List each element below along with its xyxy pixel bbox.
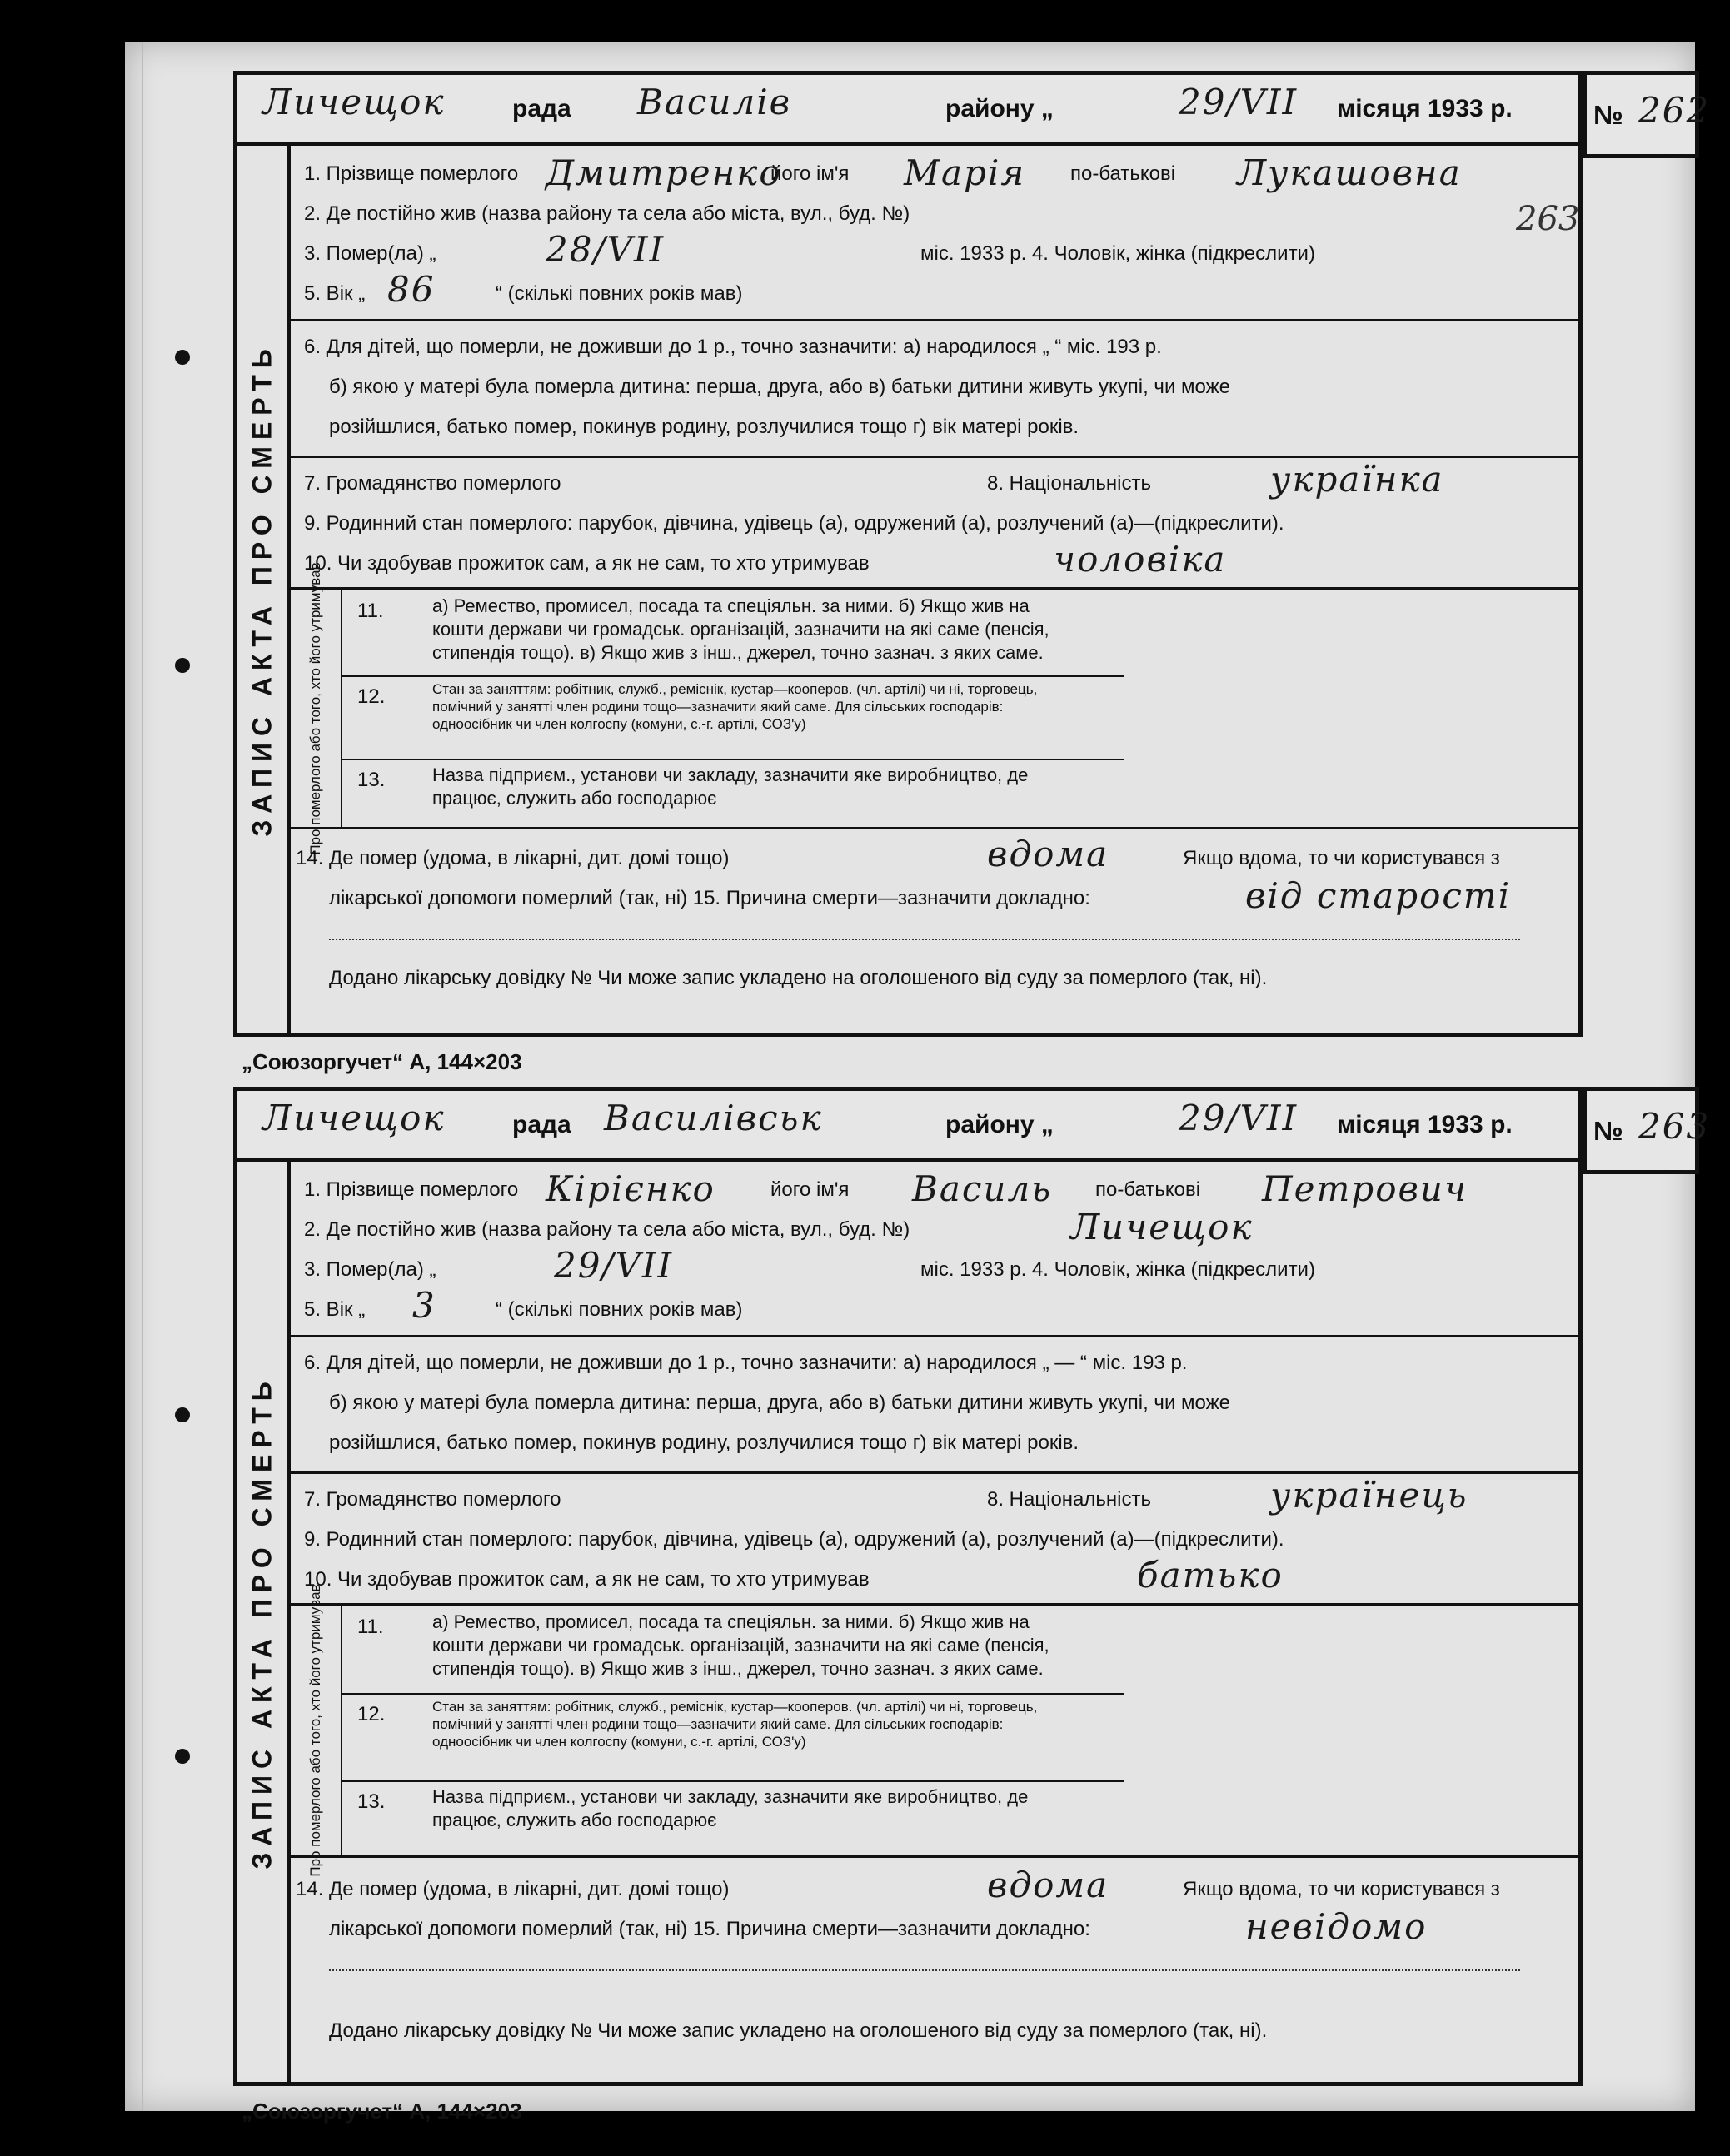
blank-line bbox=[329, 1958, 1520, 1981]
month-label: місяця 1933 р. bbox=[1337, 95, 1513, 122]
village-handwritten: Личещок bbox=[262, 1098, 446, 1138]
page-edge-line bbox=[142, 42, 143, 2111]
occupation-row-12: 12. Стан за заняттям: робітник, служб., реміснік, кустар—кооперов. (чл. артілі) чи ні, торговець, помічний у занятті член родини тощо—зазначити який саме. Для сільських господарів: одноосібник чи член колгоспу (комуни, с.-г. артілі, СОЗ'у) bbox=[341, 675, 1124, 760]
occupation-table-side-label: Про померлого або того, хто його утримував bbox=[291, 1606, 342, 1855]
field-child-b: б) якою у матері була померла дитина: перша, друга, або в) батьки дитини живуть укупі, чи може bbox=[329, 1392, 1230, 1414]
occupation-answer-area bbox=[1124, 587, 1578, 829]
name-handwritten: Василь bbox=[912, 1168, 1053, 1209]
district-label: району „ bbox=[945, 1111, 1054, 1138]
patronymic-handwritten: Петрович bbox=[1262, 1168, 1468, 1209]
form-footer: „Союзоргучет“ А, 144×203 bbox=[242, 1049, 522, 1074]
nationality-handwritten: українка bbox=[1270, 459, 1444, 500]
district-label: району „ bbox=[945, 95, 1054, 122]
field-nationality-label: 8. Національність bbox=[987, 1488, 1151, 1511]
nationality-handwritten: українець bbox=[1270, 1475, 1468, 1516]
field-surname-line: 1. Прізвище померлого bbox=[304, 1178, 519, 1201]
patronymic-label: по-батькові bbox=[1095, 1178, 1201, 1201]
district-handwritten: Василівськ bbox=[604, 1098, 823, 1138]
perforation-hole bbox=[175, 350, 190, 365]
cause-handwritten: невідомо bbox=[1245, 1906, 1428, 1947]
divider bbox=[291, 319, 1578, 321]
record-body bbox=[233, 1162, 1583, 2086]
field-child-c: розійшлися, батько помер, покинув родину, розлучилися тощо г) вік матері років. bbox=[329, 416, 1079, 438]
field-residence: 2. Де постійно жив (назва району та села або міста, вул., буд. №) bbox=[304, 202, 910, 225]
margin-note: 263 bbox=[1516, 200, 1580, 238]
field-age-label: 5. Вік „ bbox=[304, 1298, 366, 1321]
occupation-row-13: 13. Назва підприєм., установи чи закладу, зазначити яке виробництво, де працює, служить або господарює bbox=[357, 1786, 1029, 1830]
field-citizenship: 7. Громадянство померлого bbox=[304, 472, 561, 495]
field-marital-status: 9. Родинний стан померлого: парубок, дівчина, удівець (а), одружений (а), розлучений (а)—(підкреслити). bbox=[304, 512, 1284, 535]
occupation-row-12: 12. Стан за заняттям: робітник, служб., реміснік, кустар—кооперов. (чл. артілі) чи ні, торговець, помічний у занятті член родини тощо—зазначити який саме. Для сільських господарів: одноосібник чи член колгоспу (комуни, с.-г. артілі, СОЗ'у) bbox=[341, 1693, 1124, 1782]
rada-label: рада bbox=[512, 95, 571, 122]
record-number-box bbox=[1583, 1087, 1711, 1174]
age-handwritten: 86 bbox=[387, 269, 436, 310]
district-handwritten: Василів bbox=[637, 82, 792, 122]
record-header bbox=[233, 1087, 1583, 1162]
death-date-handwritten: 28/VII bbox=[546, 229, 666, 270]
occupation-table bbox=[291, 1584, 1124, 1877]
occupation-row-11: 11. а) Ремество, промисел, посада та спеціяльн. за ними. б) Якщо жив на кошти держави чи громадськ. організацій, зазначити на які саме (пенсія, стипендія тощо). в) Якщо жив з інш., джерел, точно зазнач. з яких саме. bbox=[341, 1606, 1124, 1695]
field-support-label: 10. Чи здобував прожиток сам, а як не сам, то хто утримував bbox=[304, 552, 870, 575]
occupation-row-11: 11. а) Ремество, промисел, посада та спеціяльн. за ними. б) Якщо жив на кошти держави чи громадськ. організацій, зазначити на які саме (пенсія, стипендія тощо). в) Якщо жив з інш., джерел, точно зазнач. з яких саме. bbox=[341, 590, 1124, 677]
field-age-tail: “ (скількі повних років мав) bbox=[496, 282, 743, 305]
side-title: ЗАПИС АКТА ПРО СМЕРТЬ bbox=[237, 146, 291, 1033]
occupation-table-side-label: Про померлого або того, хто його утримував bbox=[291, 590, 342, 827]
document-page bbox=[125, 42, 1711, 2124]
field-death-date-label: 3. Помер(ла) „ bbox=[304, 242, 436, 265]
divider bbox=[291, 1335, 1578, 1337]
field-place-of-death: 14. Де помер (удома, в лікарні, дит. домі тощо) bbox=[296, 847, 730, 869]
support-handwritten: батько bbox=[1137, 1555, 1284, 1596]
patronymic-label: по-батькові bbox=[1070, 162, 1176, 185]
record-number: 262 bbox=[1638, 90, 1711, 131]
record-number: 263 bbox=[1638, 1106, 1711, 1147]
field-age-tail: “ (скількі повних років мав) bbox=[496, 1298, 743, 1321]
field-surname-line: 1. Прізвище померлого bbox=[304, 162, 519, 185]
divider bbox=[291, 456, 1578, 458]
perforation-hole bbox=[175, 658, 190, 673]
field-support-label: 10. Чи здобував прожиток сам, а як не сам, то хто утримував bbox=[304, 1568, 870, 1591]
field-medical-cert: Додано лікарську довідку № Чи може запис укладено на оголошеного від суду за померлого (так, ні). bbox=[329, 2019, 1268, 2042]
field-place-tail: Якщо вдома, то чи користувався з bbox=[1183, 1878, 1500, 1900]
death-date-handwritten: 29/VII bbox=[554, 1245, 674, 1286]
place-of-death-handwritten: вдома bbox=[987, 1865, 1109, 1905]
patronymic-handwritten: Лукашовна bbox=[1237, 152, 1462, 193]
cause-handwritten: від старості bbox=[1245, 875, 1512, 916]
field-residence: 2. Де постійно жив (назва району та села або міста, вул., буд. №) bbox=[304, 1218, 910, 1241]
number-label: № bbox=[1593, 1116, 1623, 1146]
number-label: № bbox=[1593, 100, 1623, 130]
surname-handwritten: Дмитренко bbox=[546, 152, 782, 193]
surname-handwritten: Кірієнко bbox=[546, 1168, 715, 1209]
residence-handwritten: Личещок bbox=[1070, 1207, 1254, 1247]
field-citizenship: 7. Громадянство померлого bbox=[304, 1488, 561, 1511]
field-place-of-death: 14. Де помер (удома, в лікарні, дит. домі тощо) bbox=[296, 1878, 730, 1900]
date-handwritten: 29/VII bbox=[1179, 82, 1299, 122]
field-age-label: 5. Вік „ bbox=[304, 282, 366, 305]
field-child-a: 6. Для дітей, що померли, не доживши до 1 р., точно зазначити: а) народилося „ — “ міс. 193 р. bbox=[304, 1352, 1188, 1374]
field-medical-cert: Додано лікарську довідку № Чи може запис укладено на оголошеного від суду за померлого (так, ні). bbox=[329, 967, 1268, 989]
field-child-b: б) якою у матері була померла дитина: перша, друга, або в) батьки дитини живуть укупі, чи може bbox=[329, 376, 1230, 398]
name-label: його ім'я bbox=[770, 162, 850, 185]
side-title: ЗАПИС АКТА ПРО СМЕРТЬ bbox=[237, 1162, 291, 2082]
village-handwritten: Личещок bbox=[262, 82, 446, 122]
month-label: місяця 1933 р. bbox=[1337, 1111, 1513, 1138]
name-handwritten: Марія bbox=[904, 152, 1026, 193]
field-nationality-label: 8. Національність bbox=[987, 472, 1151, 495]
field-child-c: розійшлися, батько помер, покинув родину, розлучилися тощо г) вік матері років. bbox=[329, 1432, 1079, 1454]
name-label: його ім'я bbox=[770, 1178, 850, 1201]
field-death-date-label: 3. Помер(ла) „ bbox=[304, 1258, 436, 1281]
field-place-tail: Якщо вдома, то чи користувався з bbox=[1183, 847, 1500, 869]
field-child-a: 6. Для дітей, що померли, не доживши до 1 р., точно зазначити: а) народилося „ “ міс. 193 р. bbox=[304, 336, 1162, 358]
record-header bbox=[233, 71, 1583, 146]
field-marital-status: 9. Родинний стан померлого: парубок, дівчина, удівець (а), одружений (а), розлучений (а)—(підкреслити). bbox=[304, 1528, 1284, 1551]
date-handwritten: 29/VII bbox=[1179, 1098, 1299, 1138]
occupation-answer-area bbox=[1124, 1603, 1578, 1858]
field-death-date-tail: міс. 1933 р. 4. Чоловік, жінка (підкреслити) bbox=[920, 242, 1315, 265]
record-number-box bbox=[1583, 71, 1711, 158]
age-handwritten: 3 bbox=[412, 1285, 436, 1326]
field-cause-label: лікарської допомоги померлий (так, ні) 15. Причина смерти—зазначити докладно: bbox=[329, 1918, 1090, 1940]
place-of-death-handwritten: вдома bbox=[987, 834, 1109, 874]
field-death-date-tail: міс. 1933 р. 4. Чоловік, жінка (підкреслити) bbox=[920, 1258, 1315, 1281]
field-cause-label: лікарської допомоги померлий (так, ні) 15. Причина смерти—зазначити докладно: bbox=[329, 887, 1090, 909]
rada-label: рада bbox=[512, 1111, 571, 1138]
blank-line bbox=[329, 927, 1520, 950]
support-handwritten: чоловіка bbox=[1054, 539, 1227, 580]
occupation-row-13: 13. Назва підприєм., установи чи закладу, зазначити яке виробництво, де працює, служить або господарює bbox=[357, 764, 1029, 809]
perforation-hole bbox=[175, 1749, 190, 1764]
perforation-hole bbox=[175, 1407, 190, 1422]
divider bbox=[291, 1471, 1578, 1474]
record-body bbox=[233, 146, 1583, 1037]
form-footer: „Союзоргучет“ А, 144×203 bbox=[242, 2099, 522, 2124]
